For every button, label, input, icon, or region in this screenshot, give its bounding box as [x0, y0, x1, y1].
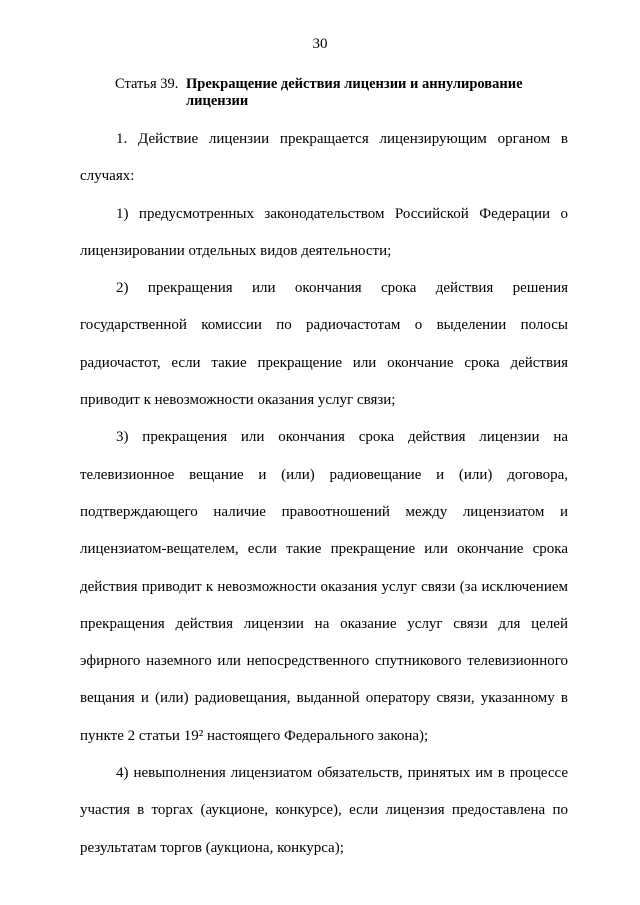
paragraph-item-3: 3) прекращения или окончания срока действия лицензии на телевизионное вещание и (или) радиовещание и (или) договора, подтверждающего наличие правоотношений между лицензиатом и лицензиатом-вещателем, если такие прекращение или окончание срока действия приводит к невозможности оказания услуг связи (за исключением прекращения действия лицензии на оказание услуг связи для целей эфирного наземного или непосредственного спутникового телевизионного вещания и (или) радиовещания, выданной оператору связи, указанному в пункте 2 статьи 19² настоящего Федерального закона);	[80, 429, 568, 744]
article-heading	[115, 76, 565, 110]
page-number: 30	[312, 36, 328, 52]
article-number: Статья 39.	[115, 76, 179, 92]
article-body	[80, 121, 568, 867]
paragraph-intro: 1. Действие лицензии прекращается лицензирующим органом в случаях:	[80, 131, 568, 185]
paragraph-item-2: 2) прекращения или окончания срока действия решения государственной комиссии по радиочастотам о выделении полосы радиочастот, если такие прекращение или окончание срока действия приводит к невозможности оказания услуг связи;	[80, 280, 568, 409]
paragraph-item-4: 4) невыполнения лицензиатом обязательств, принятых им в процессе участия в торгах (аукционе, конкурсе), если лицензия предоставлена по результатам торгов (аукциона, конкурса);	[80, 765, 568, 856]
paragraph-item-1: 1) предусмотренных законодательством Российской Федерации о лицензировании отдельных видов деятельности;	[80, 205, 568, 259]
article-title: Прекращение действия лицензии и аннулирование лицензии	[186, 76, 523, 109]
